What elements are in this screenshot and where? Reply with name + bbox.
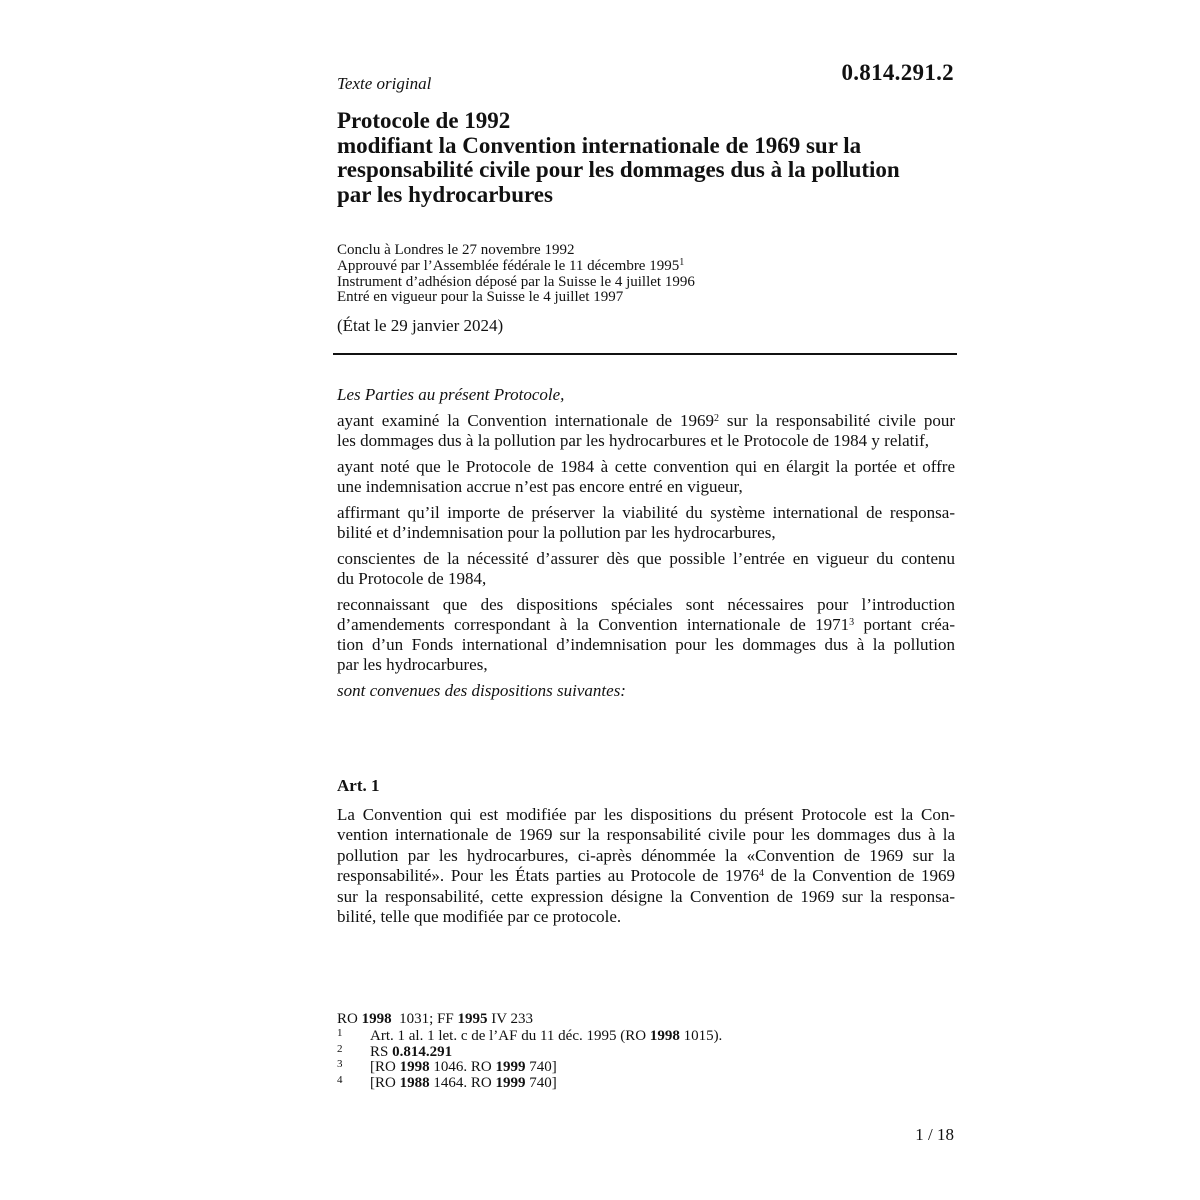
text-line: par les hydrocarbures, (337, 655, 488, 674)
text-span: d’amendements correspondant à la Convention internationale de 1971 (337, 615, 850, 634)
text-line (337, 411, 955, 431)
document-title (337, 109, 957, 207)
text-span: 1015). (679, 1028, 723, 1045)
footnote-ref: 3 (849, 617, 855, 628)
text-span: 740] (525, 1059, 557, 1076)
text-span: sur la responsabilité civile pour (719, 411, 955, 430)
text-line: bilité et d’indemnisation pour la pollution par les hydrocarbures, (337, 523, 776, 542)
preamble-paragraph (337, 549, 955, 589)
footnotes (337, 1012, 957, 1091)
text-span: portant créa- (854, 615, 955, 634)
preamble-paragraph (337, 411, 955, 451)
preamble-paragraph (337, 595, 955, 675)
footnote-item (337, 1029, 957, 1044)
text-span: RS (370, 1043, 393, 1060)
text-span: ayant examiné la Convention internationale de 1969 (337, 411, 715, 430)
text-span: IV 233 (487, 1011, 534, 1027)
publication-reference (337, 1012, 957, 1027)
text-line: une indemnisation accrue n’est pas encore entré en vigueur, (337, 477, 743, 496)
page-number: 1 / 18 (915, 1125, 954, 1144)
approved-text: Approuvé par l’Assemblée fédérale le 11 décembre 1995 (337, 257, 680, 274)
approved-line (337, 256, 695, 275)
preamble-closing: sont convenues des dispositions suivantes: (337, 681, 626, 700)
text-span: 1046. RO (429, 1059, 496, 1076)
text-line: La Convention qui est modifiée par les dispositions du présent Protocole est la Con- (337, 805, 955, 824)
text-line: du Protocole de 1984, (337, 569, 487, 588)
text-line: les dommages dus à la pollution par les hydrocarbures et le Protocole de 1984 y relatif, (337, 431, 930, 450)
text-line: vention internationale de 1969 sur la responsabilité civile pour les dommages dus à la (337, 825, 955, 845)
text-span: 1999 (495, 1059, 526, 1076)
text-span: de la Convention de 1969 (764, 866, 955, 886)
footnote-number: 3 (337, 1058, 343, 1071)
text-span: 1998 (399, 1059, 430, 1076)
footnote-ref: 1 (679, 256, 685, 268)
state-date: (État le 29 janvier 2024) (337, 316, 504, 335)
title-line: responsabilité civile pour les dommages dus à la pollution (337, 157, 900, 182)
article-1-body (337, 805, 955, 927)
text-span: 1464. RO (429, 1074, 496, 1091)
text-span: 1998 (649, 1028, 680, 1045)
preamble-paragraph (337, 457, 955, 497)
document-page (337, 0, 957, 1200)
footnote-ref: 2 (714, 413, 720, 424)
footnote-item (337, 1073, 957, 1091)
text-span: 740] (525, 1074, 557, 1091)
text-line: bilité, telle que modifiée par ce protocole. (337, 907, 622, 927)
text-line: pollution par les hydrocarbures, ci-après dénommée la «Convention de 1969 sur la (337, 845, 955, 865)
text-span: 1988 (399, 1074, 430, 1091)
preamble (337, 385, 955, 707)
text-span: Art. 1 al. 1 let. c de l’AF du 11 déc. 1995 (RO (370, 1028, 650, 1045)
article-1-heading: Art. 1 (337, 776, 380, 795)
footnote-item (337, 1060, 957, 1075)
title-line: modifiant la Convention internationale de 1969 sur la (337, 132, 862, 158)
text-span: 1999 (495, 1074, 526, 1091)
title-line: par les hydrocarbures (337, 181, 553, 207)
text-line: reconnaissant que des dispositions spéciales sont nécessaires pour l’introduction (337, 595, 955, 614)
text-span: 1995 (457, 1011, 488, 1027)
text-line: affirmant qu’il importe de préserver la viabilité du système international de responsa- (337, 503, 955, 522)
text-line (337, 615, 955, 635)
text-span: 1031; FF (391, 1011, 458, 1027)
preamble-intro: Les Parties au présent Protocole, (337, 385, 565, 404)
text-span: responsabilité». Pour les États parties au Protocole de 1976 (337, 866, 759, 886)
text-line: conscientes de la nécessité d’assurer dès que possible l’entrée en vigueur du contenu (337, 549, 955, 568)
text-span: [RO (370, 1059, 400, 1076)
footnote-number: 4 (337, 1073, 343, 1086)
footnote-ref: 4 (759, 868, 764, 880)
footnote-item (337, 1042, 957, 1060)
text-line (337, 866, 955, 886)
text-span: RO (337, 1011, 362, 1027)
text-span: 0.814.291 (392, 1043, 453, 1060)
footnote-number: 1 (337, 1027, 343, 1040)
document-metadata (337, 243, 695, 306)
entry-line: Entré en vigueur pour la Suisse le 4 juillet 1997 (337, 289, 624, 306)
concluded-line: Conclu à Londres le 27 novembre 1992 (337, 242, 575, 258)
title-line: Protocole de 1992 (337, 108, 511, 133)
text-line: sur la responsabilité, cette expression désigne la Convention de 1969 sur la responsa- (337, 886, 955, 906)
instrument-line: Instrument d’adhésion déposé par la Suisse le 4 juillet 1996 (337, 273, 695, 290)
preamble-paragraph (337, 503, 955, 543)
footnote-number: 2 (337, 1042, 343, 1055)
text-span: [RO (370, 1074, 400, 1091)
text-line: ayant noté que le Protocole de 1984 à cette convention qui en élargit la portée et offre (337, 457, 955, 476)
text-span: 1998 (361, 1011, 392, 1027)
texte-original-label: Texte original (337, 74, 432, 93)
rs-number: 0.814.291.2 (841, 60, 954, 85)
header-divider (333, 353, 957, 355)
text-line: tion d’un Fonds international d’indemnisation pour les dommages dus à la pollution (337, 635, 955, 654)
